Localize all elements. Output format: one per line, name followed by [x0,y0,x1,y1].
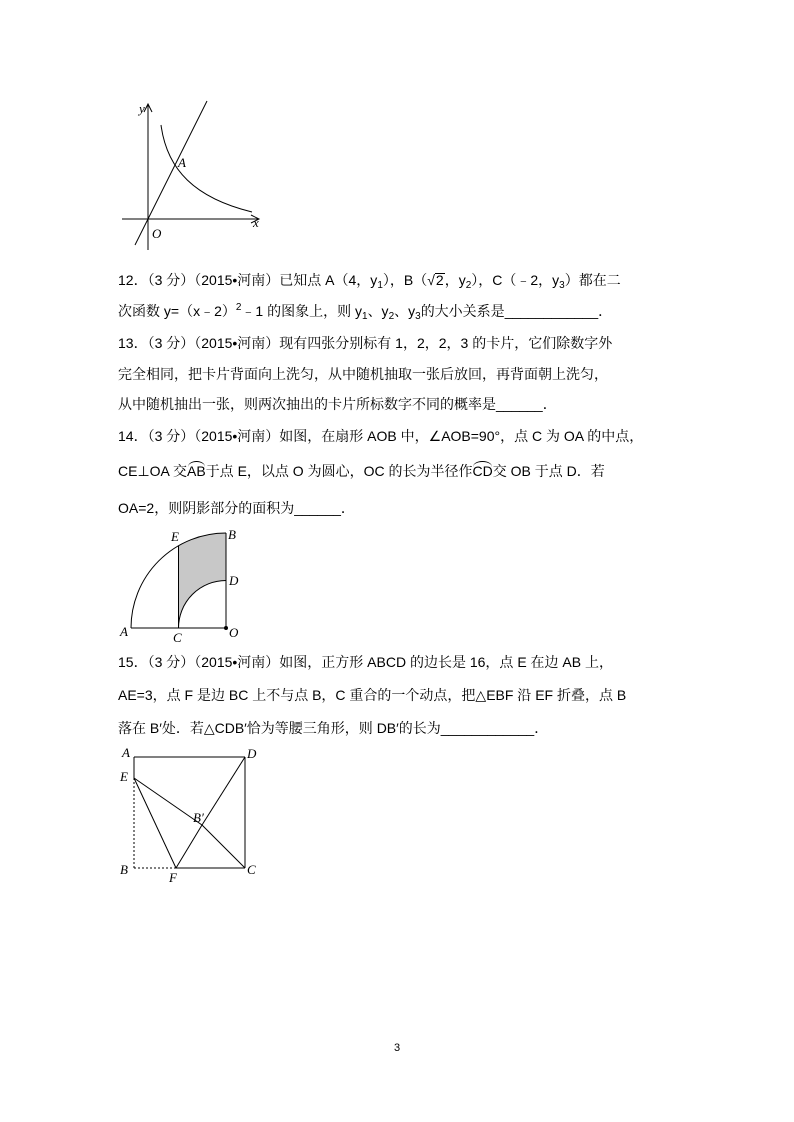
arc-label: CD [472,460,492,482]
text-run: 、y [367,303,389,319]
x-axis-label: x [253,215,259,230]
segment-b-prime-f [176,825,202,868]
text-run: ），B（√ [382,272,435,288]
label-e: E [171,529,179,544]
problem-15-line-1 [118,651,718,673]
segment-b-prime-c [202,825,245,868]
point-a-label: A [178,155,186,170]
subscript: 1 [377,280,383,291]
y-axis-label: y [139,101,145,116]
answer-blank: ____________ [504,303,599,319]
text-run: AE=3，点 F 是边 BC 上不与点 B，C 重合的一个动点，把△EBF 沿 EF 折叠，点 B [118,687,627,703]
label-a: A [122,745,130,760]
text-run: 完全相同，把卡片背面向上洗匀，从中随机抽取一张后放回，再背面朝上洗匀， [118,366,608,382]
superscript: 2 [235,302,242,313]
subscript: 1 [362,311,368,322]
hyperbola-curve [161,125,252,212]
arc-label: AB [187,460,206,482]
text-run: 14．（3 分）（2015•河南）如图，在扇形 AOB 中，∠AOB=90°，点 C 为 OA 的中点， [118,428,644,444]
label-d: D [229,573,239,588]
text-run: ． [534,720,549,736]
text-run: ． [598,303,613,319]
segment-eb-prime [134,778,202,825]
problem-14-line-1 [118,425,718,447]
answer-blank: ____________ [440,720,535,736]
text-run: 次函数 y=（x﹣2） [118,303,236,319]
origin-label: O [152,226,162,241]
text-run: ，y [444,272,466,288]
text-run: 12．（3 分）（2015•河南）已知点 A（4，y [118,272,378,288]
figure-function-graph [110,95,275,260]
linear-function-line [135,101,207,245]
answer-blank: ______ [294,500,341,516]
subscript: 3 [415,311,421,322]
subscript: 3 [559,280,565,291]
problem-14-line-2 [118,460,718,482]
subscript: 2 [465,280,472,291]
text-run: OA=2，则阴影部分的面积为 [118,500,295,516]
text-run: 13．（3 分）（2015•河南）现有四张分别标有 1，2，2，3 的卡片，它们除数字外 [118,335,613,351]
text-run: ． [542,396,557,412]
label-c: C [173,630,182,645]
text-run: ）都在二 [564,272,621,288]
text-run: ． [340,500,355,516]
segment-db-prime [202,757,245,825]
label-o: O [229,625,239,640]
subscript: 2 [388,311,395,322]
problem-13-line-1 [118,332,718,354]
label-c: C [247,862,256,877]
problem-15-line-2 [118,684,718,706]
text-run: CE⊥OA 交 [118,463,187,479]
sqrt-radicand: 2 [435,272,444,288]
page-number: 3 [393,1042,401,1054]
label-f: F [169,870,177,885]
text-run: 交 OB 于点 D．若 [492,463,605,479]
text-run: 于点 E，以点 O 为圆心，OC 的长为半径作 [205,463,473,479]
label-b: B [120,862,128,877]
problem-13-line-3 [118,393,718,415]
answer-blank: ______ [496,396,543,412]
label-a: A [120,624,128,639]
text-run: 15．（3 分）（2015•河南）如图，正方形 ABCD 的边长是 16，点 E 在边 AB 上， [118,654,614,670]
text-run: ），C（﹣2，y [471,272,560,288]
text-run: 落在 B′处．若△CDB′恰为等腰三角形，则 DB′的长为 [118,720,441,736]
problem-15-line-3 [118,717,718,739]
problem-13-line-2 [118,363,718,385]
label-e: E [120,769,128,784]
problem-12-line-2 [118,300,718,322]
label-d: D [247,746,257,761]
text-run: 的大小关系是 [420,303,505,319]
text-run: 从中随机抽出一张，则两次抽出的卡片所标数字不同的概率是 [118,396,496,412]
figure-sector [110,522,250,647]
problem-12-line-1 [118,269,718,291]
problem-14-line-3 [118,497,718,519]
label-b: B [228,527,236,542]
figure-square-fold [110,742,265,887]
text-run: ﹣1 的图象上，则 y [241,303,362,319]
center-point-o [224,626,228,630]
text-run: 、y [394,303,416,319]
fold-line-ef [134,778,176,868]
label-b-prime: B′ [193,810,204,825]
